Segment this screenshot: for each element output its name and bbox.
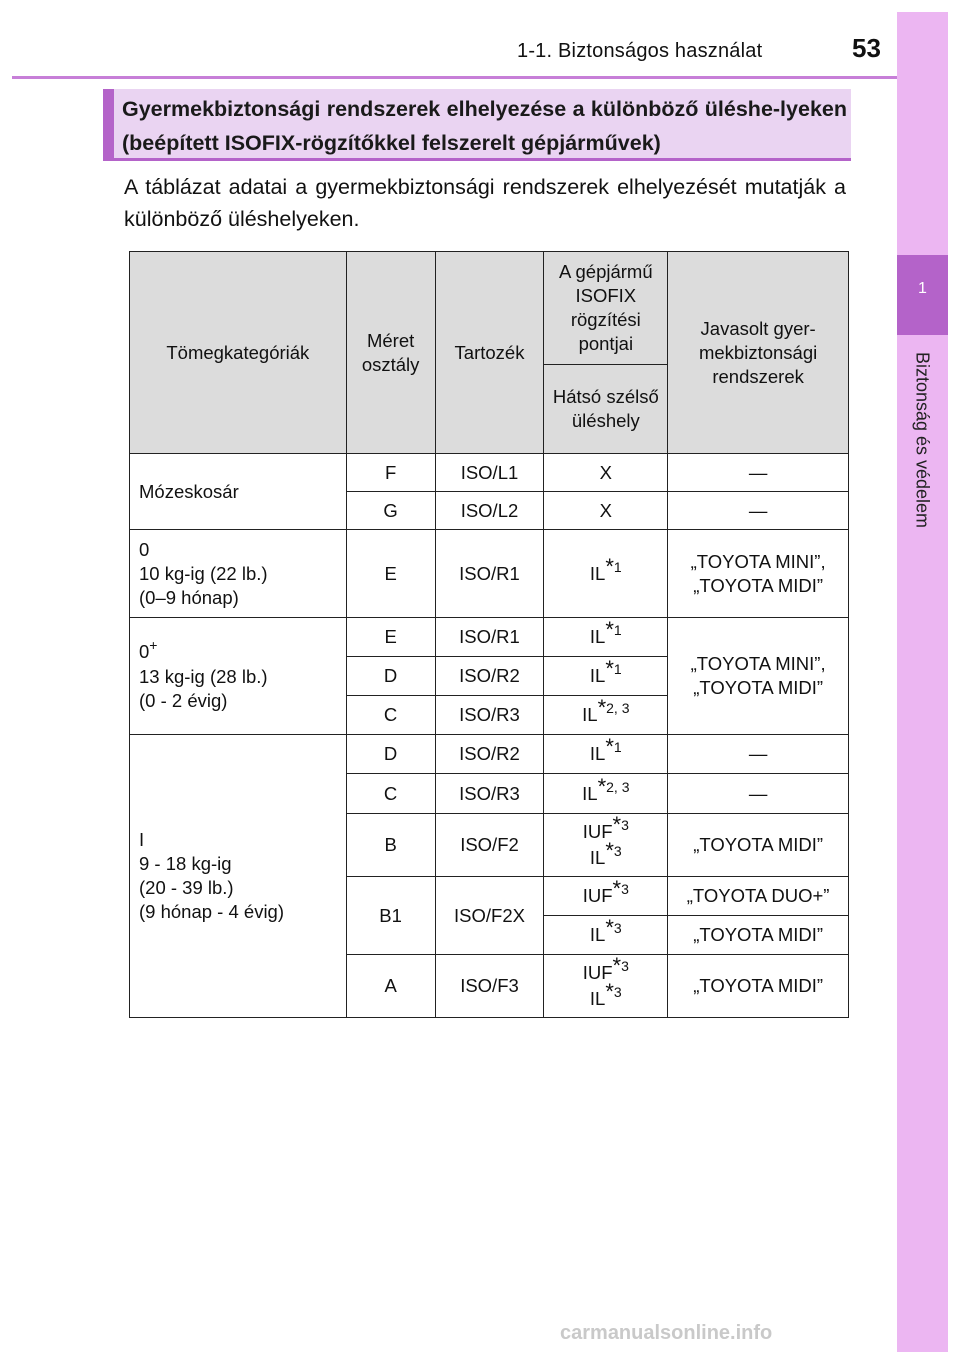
fixture-cell: ISO/R3: [435, 696, 544, 735]
position-code: IUF: [582, 962, 613, 983]
size-class-cell: A: [346, 955, 435, 1018]
size-class-cell: E: [346, 530, 435, 618]
size-class-cell: C: [346, 696, 435, 735]
recommended-cell: „TOYOTA MIDI”: [668, 916, 849, 955]
footnote-ref: 3: [621, 958, 629, 974]
group-0-plus-sup: +: [149, 636, 158, 653]
fixture-cell: ISO/R2: [435, 657, 544, 696]
size-class-cell: D: [346, 735, 435, 774]
group-0-plus-weight: 13 kg-ig (28 lb.): [139, 665, 268, 687]
footnote-ref: 1: [613, 558, 622, 575]
header-weight-category: Tömegkategóriák: [130, 252, 347, 454]
position-code: IL: [589, 743, 606, 764]
position-cell: [544, 657, 668, 696]
page-number: 53: [852, 33, 881, 63]
header-isofix-positions: A gépjármű ISOFIX rögzítési pontjai: [544, 252, 668, 365]
group-0-age: (0–9 hónap): [139, 586, 239, 608]
position-code: IL: [589, 665, 606, 686]
footer-watermark[interactable]: carmanualsonline.info: [560, 1322, 773, 1344]
position-cell: [544, 814, 668, 877]
fixture-cell: ISO/F2: [435, 814, 544, 877]
fixture-cell: ISO/R1: [435, 618, 544, 657]
footnote-ref: 1: [613, 622, 622, 638]
position-cell: [544, 530, 668, 618]
position-cell: [544, 955, 668, 1018]
group-0-plus: [130, 618, 347, 735]
footnote-ref: 3: [613, 920, 622, 936]
position-cell: [544, 696, 668, 735]
fixture-cell: ISO/L2: [435, 492, 544, 530]
recommended-cell: —: [668, 454, 849, 492]
footnote-star: *: [612, 812, 622, 837]
position-cell: [544, 916, 668, 955]
position-code: IUF: [582, 821, 613, 842]
group-1-weight: 9 - 18 kg-ig: [139, 853, 232, 874]
recommended-line: „TOYOTA MIDI”: [693, 677, 824, 698]
header-fixture: Tartozék: [435, 252, 544, 454]
position-cell: [544, 774, 668, 814]
size-class-cell: B1: [346, 877, 435, 955]
group-1-name: I: [139, 829, 145, 850]
intro-paragraph: A táblázat adatai a gyermekbiztonsági rendszerek elhelyezését mutatják a különböző üléshelyeken.: [124, 175, 846, 231]
position-code: IL: [589, 924, 606, 945]
fixture-cell: ISO/R2: [435, 735, 544, 774]
chapter-side-tab: [897, 12, 948, 1352]
footnote-ref: 1: [613, 739, 622, 755]
header-size-class: Méret osztály: [346, 252, 435, 454]
size-class-cell: F: [346, 454, 435, 492]
position-code: IL: [582, 704, 598, 725]
position-code: IL: [589, 562, 606, 584]
footnote-ref: 3: [613, 843, 622, 859]
recommended-line: „TOYOTA MINI”,: [690, 653, 826, 674]
header-title: 1-1. Biztonságos használat: [517, 40, 763, 62]
recommended-cell: —: [668, 492, 849, 530]
group-0-plus-age: (0 - 2 évig): [139, 689, 228, 711]
footnote-ref: 1: [613, 661, 622, 677]
footnote-ref: 3: [621, 881, 629, 897]
footnote-star: *: [597, 773, 607, 799]
position-code: IUF: [582, 885, 613, 906]
table-row: [130, 530, 849, 618]
chapter-label: Biztonság és védelem: [912, 351, 933, 529]
size-class-cell: B: [346, 814, 435, 877]
fixture-cell: ISO/R1: [435, 530, 544, 618]
recommended-line: „TOYOTA MIDI”: [693, 574, 824, 596]
footnote-star: *: [605, 915, 614, 940]
footnote-ref: 2, 3: [606, 700, 630, 716]
group-0-weight: 10 kg-ig (22 lb.): [139, 562, 268, 584]
size-class-cell: G: [346, 492, 435, 530]
footnote-ref: 2, 3: [606, 778, 630, 795]
footnote-star: *: [605, 617, 614, 642]
isofix-seat-table: [129, 251, 849, 1018]
table-row: [130, 454, 849, 492]
footnote-ref: 3: [621, 817, 629, 833]
position-code: IL: [589, 626, 606, 647]
recommended-cell: „TOYOTA DUO+”: [668, 877, 849, 916]
position-cell: [544, 877, 668, 916]
recommended-cell: „TOYOTA MIDI”: [668, 814, 849, 877]
footnote-star: *: [597, 695, 607, 720]
size-class-cell: C: [346, 774, 435, 814]
position-code: IL: [589, 847, 606, 868]
group-0-name: 0: [139, 538, 150, 560]
recommended-line: „TOYOTA MINI”,: [690, 550, 826, 572]
position-code: IL: [582, 782, 598, 804]
group-1-age: (9 hónap - 4 évig): [139, 901, 285, 922]
fixture-cell: ISO/F2X: [435, 877, 544, 955]
header-recommended-systems: Javasolt gyer-mekbiztonsági rendszerek: [668, 252, 849, 454]
group-carrycot: Mózeskosár: [130, 454, 347, 530]
footnote-star: *: [605, 979, 614, 1004]
fixture-cell: ISO/R3: [435, 774, 544, 814]
recommended-cell: —: [668, 774, 849, 814]
recommended-cell: [668, 618, 849, 735]
footnote-star: *: [605, 734, 614, 759]
group-0: [130, 530, 347, 618]
recommended-cell: „TOYOTA MIDI”: [668, 955, 849, 1018]
position-code: IL: [589, 988, 606, 1009]
header-rear-outboard: Hátsó szélső üléshely: [544, 365, 668, 454]
header-rule: [12, 76, 897, 79]
position-cell: [544, 618, 668, 657]
position-cell: X: [544, 492, 668, 530]
position-cell: [544, 735, 668, 774]
footnote-star: *: [612, 953, 622, 978]
footnote-ref: 3: [613, 984, 622, 1000]
footnote-star: *: [605, 838, 614, 863]
section-title: Gyermekbiztonsági rendszerek elhelyezése a különböző üléshe-lyeken (beépített ISOFIX-rögzítőkkel felszerelt gépjárművek): [122, 97, 847, 155]
fixture-cell: ISO/L1: [435, 454, 544, 492]
recommended-cell: —: [668, 735, 849, 774]
footnote-star: *: [605, 656, 614, 681]
footnote-star: *: [605, 553, 614, 579]
group-1: [130, 735, 347, 1018]
group-1-weight-lb: (20 - 39 lb.): [139, 877, 234, 898]
group-0-plus-name: 0: [139, 640, 150, 662]
size-class-cell: E: [346, 618, 435, 657]
table-row: [130, 735, 849, 774]
table-row: [130, 618, 849, 657]
size-class-cell: D: [346, 657, 435, 696]
recommended-cell: [668, 530, 849, 618]
fixture-cell: ISO/F3: [435, 955, 544, 1018]
position-cell: X: [544, 454, 668, 492]
footnote-star: *: [612, 876, 622, 901]
chapter-number: 1: [918, 280, 927, 297]
